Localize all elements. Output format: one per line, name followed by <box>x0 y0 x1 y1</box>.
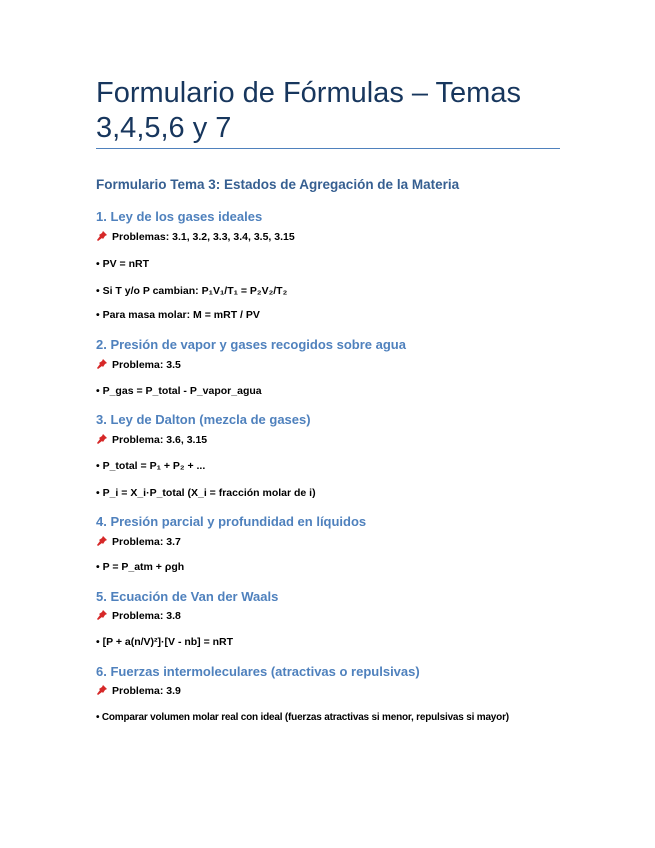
problems-line-3: Problema: 3.6, 3.15 <box>96 433 207 446</box>
formula-bullet: • Para masa molar: M = mRT / PV <box>96 309 260 321</box>
problems-line-4: Problema: 3.7 <box>96 535 181 548</box>
formula-bullet: • P_total = P₁ + P₂ + ... <box>96 460 206 472</box>
formula-bullet: • P = P_atm + ρgh <box>96 561 185 573</box>
problems-line-6: Problema: 3.9 <box>96 684 181 697</box>
problems-line-5: Problema: 3.8 <box>96 609 181 622</box>
problems-line-2: Problema: 3.5 <box>96 358 181 371</box>
pushpin-icon <box>96 684 112 697</box>
problems-line-1: Problemas: 3.1, 3.2, 3.3, 3.4, 3.5, 3.15 <box>96 230 295 243</box>
formula-bullet: • Comparar volumen molar real con ideal (fuerzas atractivas si menor, repulsivas si mayor) <box>96 712 509 723</box>
section-heading-4: 4. Presión parcial y profundidad en líquidos <box>96 514 367 529</box>
pushpin-icon <box>96 535 112 548</box>
section-heading-3: 3. Ley de Dalton (mezcla de gases) <box>96 412 311 427</box>
page-title: Formulario de Fórmulas – Temas 3,4,5,6 y 7 <box>96 77 521 144</box>
section-heading-6: 6. Fuerzas intermoleculares (atractivas o repulsivas) <box>96 664 420 679</box>
formula-bullet: • P_i = X_i·P_total (X_i = fracción molar de i) <box>96 487 316 499</box>
pushpin-icon <box>96 433 112 446</box>
topic-subtitle: Formulario Tema 3: Estados de Agregación de la Materia <box>96 177 460 192</box>
formula-bullet: • P_gas = P_total - P_vapor_agua <box>96 385 262 397</box>
formula-bullet: • [P + a(n/V)²]·[V - nb] = nRT <box>96 636 234 648</box>
formula-bullet: • Si T y/o P cambian: P₁V₁/T₁ = P₂V₂/T₂ <box>96 285 288 297</box>
pushpin-icon <box>96 609 112 622</box>
pushpin-icon <box>96 358 112 371</box>
pushpin-icon <box>96 230 112 243</box>
section-heading-1: 1. Ley de los gases ideales <box>96 209 263 224</box>
section-heading-2: 2. Presión de vapor y gases recogidos sobre agua <box>96 337 406 352</box>
formula-bullet: • PV = nRT <box>96 258 149 270</box>
section-heading-5: 5. Ecuación de Van der Waals <box>96 589 279 604</box>
title-underline <box>96 148 560 149</box>
